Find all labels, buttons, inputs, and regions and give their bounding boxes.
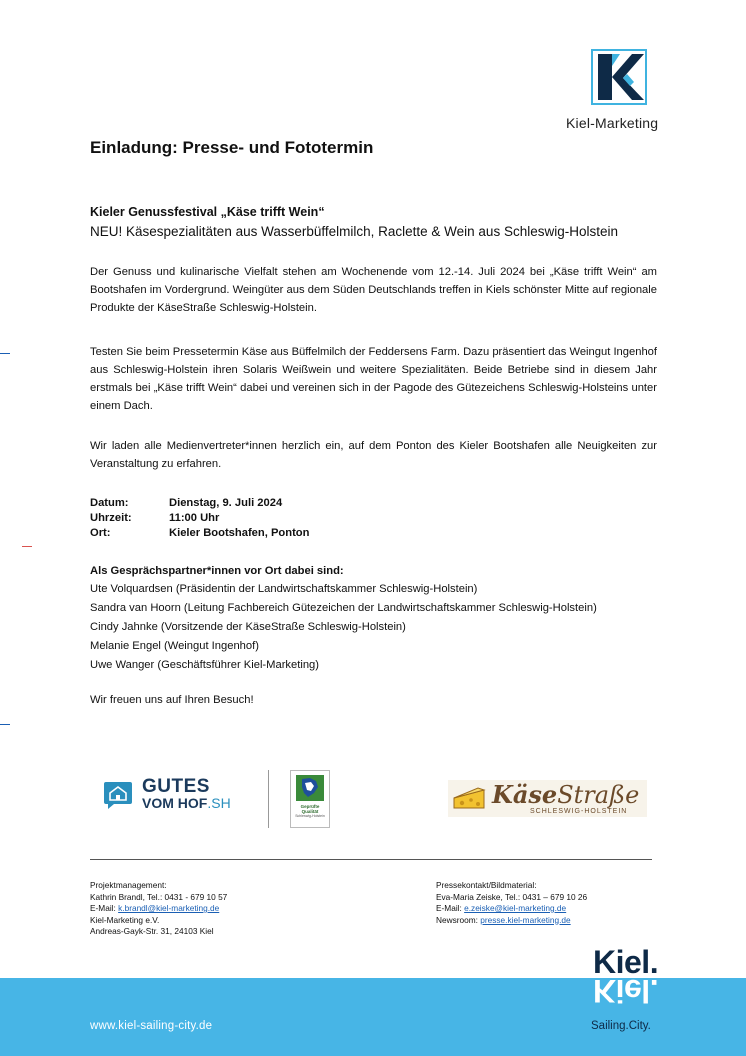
email-link[interactable]: e.zeiske@kiel-marketing.de [464,903,567,913]
contact-heading: Pressekontakt/Bildmaterial: [436,880,537,890]
gvh-line-1: GUTES [142,776,210,797]
date-row [90,496,309,511]
email-label: E-Mail: [436,903,465,913]
newsroom-link[interactable]: presse.kiel-marketing.de [480,914,571,925]
body-paragraph-2: Testen Sie beim Pressetermin Käse aus Büffelmilch der Feddersens Farm. Dazu präsentiert das Weingut Ingenhof aus Schleswig-Holstein ihren Solaris Weißwein und weitere Spezialitäten. Beide Betriebe sind in diesem Jahr erstmals bei „Käse trifft Wein“ dabei und vereinen sich in der Pagode des Gütezeichens Schleswig-Holsteins unter einem Dach. [90,346,657,412]
email-link[interactable]: k.brandl@kiel-marketing.de [118,903,220,913]
partners-heading: Als Gesprächspartner*innen vor Ort dabei sind: [90,565,344,577]
partners-list [90,564,597,675]
kiel-wordmark-reflection: Kiel. [593,973,659,1009]
event-details [90,496,309,541]
margin-mark [22,546,32,547]
contact-org: Kiel-Marketing e.V. [90,914,160,925]
time-value: 11:00 Uhr [169,512,220,524]
gepruefte-qualitaet-logo [290,770,330,828]
ks-subtitle: SCHLESWIG-HOLSTEIN [530,808,628,815]
margin-mark [0,353,10,354]
sailing-city-tagline: Sailing.City. [591,1020,651,1032]
kaesestrasse-logo [448,780,647,817]
kiel-marketing-logo-icon [590,48,648,106]
kiel-marketing-logo-text: Kiel-Marketing [566,115,659,131]
place-value: Kieler Bootshafen, Ponton [169,527,310,539]
list-item: Cindy Jahnke (Vorsitzende der KäseStraße Schleswig-Holstein) [90,621,406,633]
event-subhead: Kieler Genussfestival „Käse trifft Wein“ [90,205,325,219]
date-label: Datum: [90,497,129,509]
time-row [90,511,309,526]
gutes-vom-hof-logo [102,778,231,812]
place-label: Ort: [90,527,111,539]
gq-line-3: Schleswig-Holstein [295,814,325,818]
list-item: Uwe Wanger (Geschäftsführer Kiel-Marketing) [90,659,320,671]
contact-project-management [90,880,227,938]
schleswig-holstein-map-icon [296,775,324,801]
place-row [90,526,309,541]
page-title: Einladung: Presse- und Fototermin [90,138,374,157]
ks-part-2: Straße [557,781,640,809]
ks-part-1: Käse [492,780,558,809]
contact-name: Kathrin Brandl, Tel.: 0431 - 679 10 57 [90,891,228,902]
body-paragraph-1: Der Genuss und kulinarische Vielfalt stehen am Wochenende vom 12.-14. Juli 2024 bei „Käse trifft Wein“ am Bootshafen im Vordergrund. Weingüter aus dem Süden Deutschlands treffen in Kiels schönster Mitte auf regionale Produkte der KäseStraße Schleswig-Holstein. [90,266,657,314]
newsroom-label: Newsroom: [436,914,481,925]
date-value: Dienstag, 9. Juli 2024 [169,497,283,509]
contact-heading: Projektmanagement: [90,880,167,890]
kiel-wordmark: Kiel. [593,944,659,980]
logo-divider [268,770,269,828]
time-label: Uhrzeit: [90,512,132,524]
gvh-line-2: VOM HOF [142,795,208,811]
margin-mark [0,724,10,725]
closing-line: Wir freuen uns auf Ihren Besuch! [90,694,254,706]
body-paragraph-3: Wir laden alle Medienvertreter*innen herzlich ein, auf dem Ponton des Kieler Bootshafen alle Neuigkeiten zur Veranstaltung zu erfahren. [90,440,657,470]
list-item: Sandra van Hoorn (Leitung Fachbereich Gütezeichen der Landwirtschaftskammer Schleswig-Holstein) [90,602,597,614]
contact-address: Andreas-Gayk-Str. 31, 24103 Kiel [90,926,214,936]
email-label: E-Mail: [90,903,119,913]
footer-url[interactable]: www.kiel-sailing-city.de [90,1020,213,1032]
gq-line-2: Qualität [301,809,319,814]
kiel-sailing-city-logo [593,944,659,1009]
contact-name: Eva-Maria Zeiske, Tel.: 0431 – 679 10 26 [436,891,588,902]
farmhouse-speech-bubble-icon [102,779,134,811]
divider [90,859,652,860]
cheese-wedge-icon [452,786,486,812]
event-subline: NEU! Käsespezialitäten aus Wasserbüffelmilch, Raclette & Wein aus Schleswig-Holstein [90,224,618,239]
gq-line-1: Geprüfte [300,804,320,809]
list-item: Melanie Engel (Weingut Ingenhof) [90,640,259,652]
list-item: Ute Volquardsen (Präsidentin der Landwirtschaftskammer Schleswig-Holstein) [90,583,478,595]
gvh-suffix: .SH [207,795,231,811]
contact-press [436,880,587,926]
